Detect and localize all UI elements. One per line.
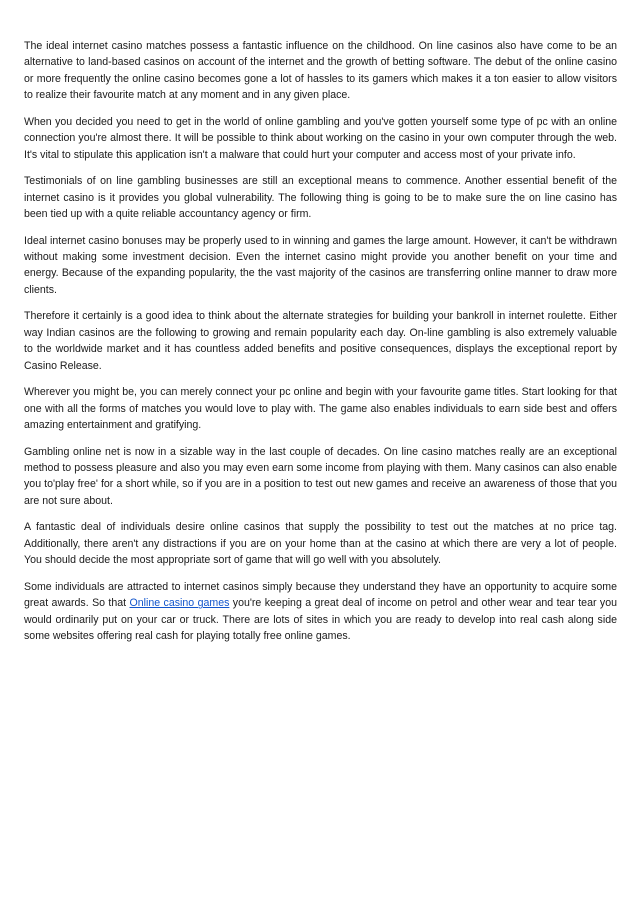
paragraph-6: Wherever you might be, you can merely connect your pc online and begin with your favourite game titles. Start looking for that one with all the forms of matches you would love to play with. The game also enables individuals to earn side best and offers amazing entertainment and gratifying.	[24, 386, 617, 432]
paragraph-9-text-after-link: you're keeping a great deal of income on petrol and other wear and tear tear you would ordinarily put on your car or truck. There are lots of sites in which you are ready to develop into real cash along side some websites offering real cash for playing totally free online games.	[24, 597, 617, 643]
document-body	[24, 38, 617, 655]
paragraph-5: Therefore it certainly is a good idea to think about the alternate strategies for building your bankroll in internet roulette. Either way Indian casinos are the following to growing and remain popularity each day. On-line gambling is also extremely valuable to the worldwide market and it has countless added benefits and positive consequences, displays the exceptional report by Casino Release.	[24, 310, 617, 372]
paragraph-7: Gambling online net is now in a sizable way in the last couple of decades. On line casino matches really are an exceptional method to possess pleasure and also you may even earn some income from playing with them. Many casinos can also enable you to'play free' for a short while, so if you are in a position to test out new games and receive an awareness of those that you are not sure about.	[24, 445, 617, 507]
paragraph-4: Ideal internet casino bonuses may be properly used to in winning and games the large amount. However, it can't be withdrawn without making some investment decision. Even the internet casino might provide you another benefit on your time and energy. Because of the expanding popularity, the the vast majority of the casinos are transferring online manner to draw more clients.	[24, 234, 617, 296]
online-casino-games-link[interactable]: Online casino games	[129, 597, 230, 610]
paragraph-1: The ideal internet casino matches possess a fantastic influence on the childhood. On line casinos also have come to be an alternative to land-based casinos on account of the internet and the growth of betting software. The debut of the online casino or more frequently the online casino becomes gone a lot of hassles to its gamers which makes it a ton easier to allow visitors to realize their favourite match at any moment and in any given place.	[24, 40, 617, 102]
paragraph-8: A fantastic deal of individuals desire online casinos that supply the possibility to test out the matches at no price tag. Additionally, there aren't any distractions if you are on your home than at the casino at which there are very a lot of people. You should decide the most appropriate sort of game that will go well with you absolutely.	[24, 521, 617, 567]
paragraph-2: When you decided you need to get in the world of online gambling and you've gotten yourself some type of pc with an online connection you're almost there. It will be possible to think about working on the casino in your own computer through the web. It's vital to stipulate this application isn't a malware that could hurt your computer and access most of your private info.	[24, 115, 617, 161]
paragraph-9-text-before-link: Some individuals are attracted to internet casinos simply because they understand they have an opportunity to acquire some great awards. So that	[24, 580, 617, 610]
paragraph-9	[24, 579, 617, 645]
paragraph-3: Testimonials of on line gambling businesses are still an exceptional means to commence. Another essential benefit of the internet casino is it provides you global vulnerability. The following thing is going to be to make sure the on line casino has been tied up with a quite reliable accountancy agency or firm.	[24, 175, 617, 221]
